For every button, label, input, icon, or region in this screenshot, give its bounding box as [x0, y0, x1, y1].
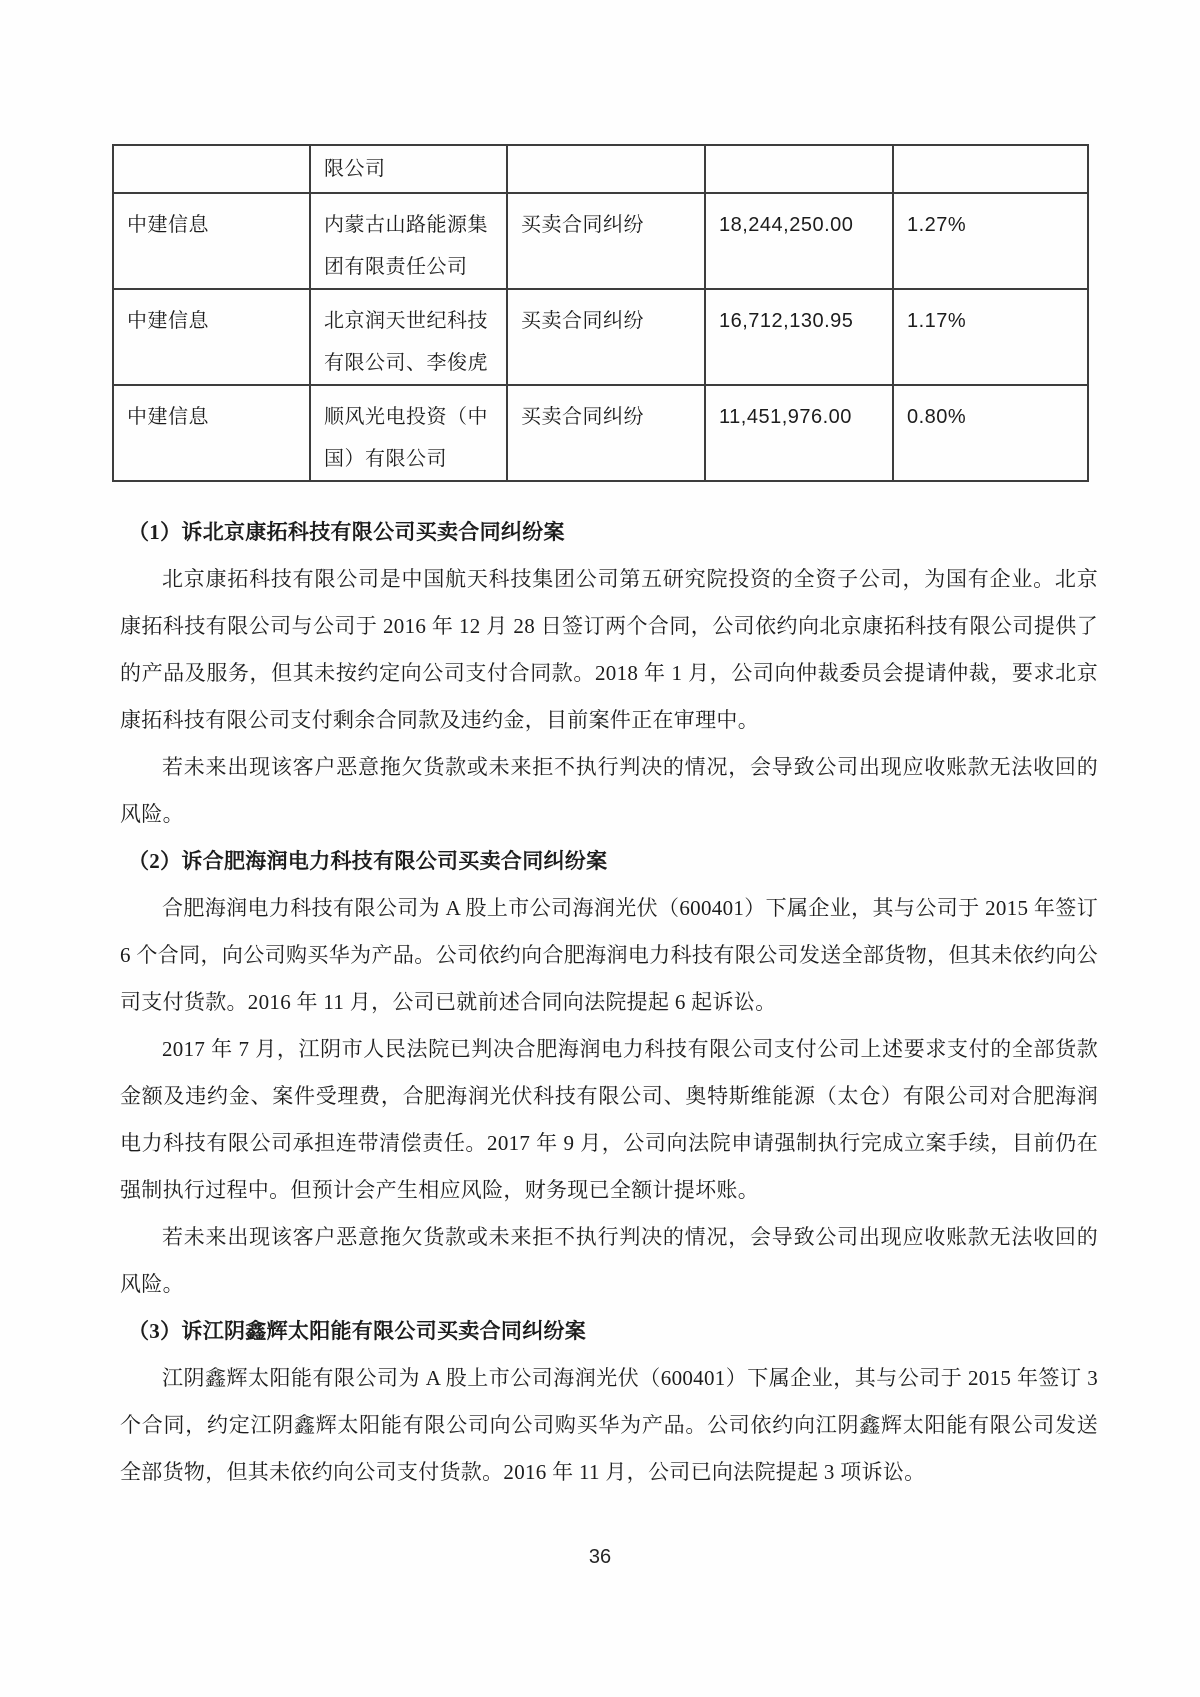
section-heading-2: （2）诉合肥海润电力科技有限公司买卖合同纠纷案 [128, 849, 608, 873]
table-cell: 买卖合同纠纷 [507, 289, 705, 385]
litigation-table [112, 144, 1089, 482]
table-cell: 16,712,130.95 [705, 289, 893, 385]
table-cell: 1.17% [893, 289, 1088, 385]
table-cell [705, 145, 893, 193]
paragraph: 江阴鑫辉太阳能有限公司为 A 股上市公司海润光伏（600401）下属企业，其与公司于 2015 年签订 3 个合同，约定江阴鑫辉太阳能有限公司向公司购买华为产品。公司依约向江阴鑫辉太阳能有限公司发送全部货物，但其未依约向公司支付货款。2016 年 11 月，公司已向法院提起 3 项诉讼。 [120, 1366, 1098, 1484]
table-cell: 限公司 [310, 145, 507, 193]
table-cell: 内蒙古山路能源集团有限责任公司 [310, 193, 507, 289]
page-number: 36 [588, 1546, 612, 1568]
table-cell: 1.27% [893, 193, 1088, 289]
table-cell [113, 145, 310, 193]
paragraph: 若未来出现该客户恶意拖欠货款或未来拒不执行判决的情况，会导致公司出现应收账款无法收回的风险。 [120, 1225, 1098, 1296]
table-cell: 18,244,250.00 [705, 193, 893, 289]
table-cell: 顺风光电投资（中国）有限公司 [310, 385, 507, 481]
table-cell: 买卖合同纠纷 [507, 385, 705, 481]
table-cell: 中建信息 [113, 385, 310, 481]
table-cell: 买卖合同纠纷 [507, 193, 705, 289]
table-cell [507, 145, 705, 193]
table-row [113, 193, 1088, 289]
table-cell: 11,451,976.00 [705, 385, 893, 481]
paragraph: 合肥海润电力科技有限公司为 A 股上市公司海润光伏（600401）下属企业，其与公司于 2015 年签订 6 个合同，向公司购买华为产品。公司依约向合肥海润电力科技有限公司发送全部货物，但其未依约向公司支付货款。2016 年 11 月，公司已就前述合同向法院提起 6 起诉讼。 [120, 896, 1098, 1014]
table-cell [893, 145, 1088, 193]
table-cell: 0.80% [893, 385, 1088, 481]
section-heading-1: （1）诉北京康拓科技有限公司买卖合同纠纷案 [128, 520, 565, 544]
table-cell: 北京润天世纪科技有限公司、李俊虎 [310, 289, 507, 385]
table-row [113, 385, 1088, 481]
table-row [113, 145, 1088, 193]
table-row [113, 289, 1088, 385]
section-heading-3: （3）诉江阴鑫辉太阳能有限公司买卖合同纠纷案 [128, 1319, 587, 1343]
table-cell: 中建信息 [113, 193, 310, 289]
paragraph: 2017 年 7 月，江阴市人民法院已判决合肥海润电力科技有限公司支付公司上述要求支付的全部货款金额及违约金、案件受理费，合肥海润光伏科技有限公司、奥特斯维能源（太仓）有限公司对合肥海润电力科技有限公司承担连带清偿责任。2017 年 9 月，公司向法院申请强制执行完成立案手续，目前仍在强制执行过程中。但预计会产生相应风险，财务现已全额计提坏账。 [120, 1037, 1098, 1202]
table-cell: 中建信息 [113, 289, 310, 385]
paragraph: 北京康拓科技有限公司是中国航天科技集团公司第五研究院投资的全资子公司，为国有企业。北京康拓科技有限公司与公司于 2016 年 12 月 28 日签订两个合同，公司依约向北京康拓科技有限公司提供了的产品及服务，但其未按约定向公司支付合同款。2018 年 1 月，公司向仲裁委员会提请仲裁，要求北京康拓科技有限公司支付剩余合同款及违约金，目前案件正在审理中。 [120, 567, 1098, 732]
paragraph: 若未来出现该客户恶意拖欠货款或未来拒不执行判决的情况，会导致公司出现应收账款无法收回的风险。 [120, 755, 1098, 826]
document-body [120, 509, 1098, 1496]
